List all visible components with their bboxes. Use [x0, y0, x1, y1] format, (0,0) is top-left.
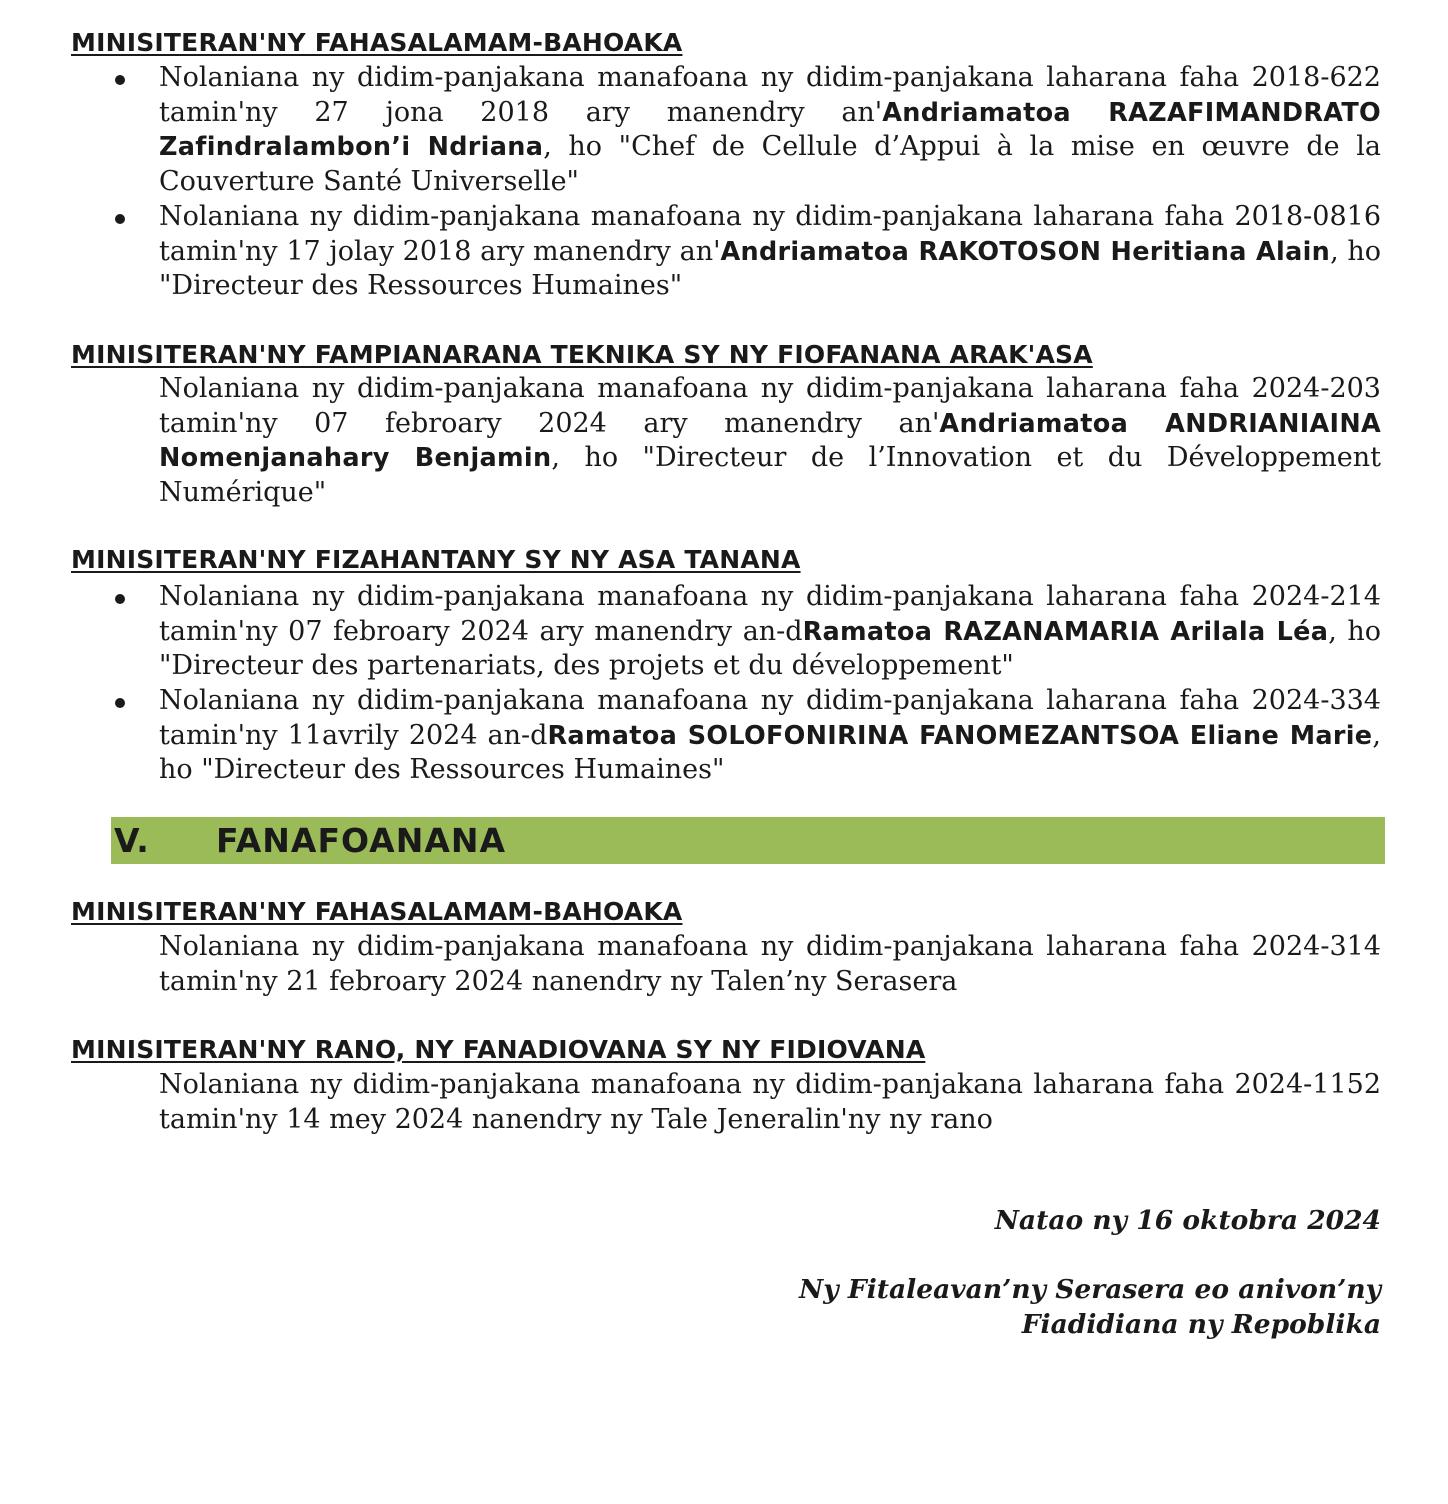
decree-paragraph: [159, 61, 1381, 200]
section-title: FANAFOANANA: [216, 821, 507, 860]
section-number: V.: [114, 821, 150, 860]
decree-role: , ho "Directeur des Ressources Humaines": [159, 719, 1381, 786]
decree-role: , ho "Chef de Cellule d’Appui à la mise en œuvre de la Couverture Santé Universelle": [159, 131, 1381, 198]
bullet-icon: [113, 592, 127, 606]
bullet-icon: [113, 212, 127, 226]
signature-line-1: Ny Fitaleavan’ny Serasera eo anivon’ny: [799, 1274, 1381, 1305]
decree-text: Nolaniana ny didim-panjakana manafoana ny didim-panjakana laharana faha 2024-334 tamin'ny 11avrily 2024 an-d: [159, 685, 1381, 751]
ministry-heading: MINISITERAN'NY FIZAHANTANY SY NY ASA TANANA: [71, 545, 801, 574]
signature-date: Natao ny 16 oktobra 2024: [994, 1205, 1381, 1236]
repeal-paragraph: Nolaniana ny didim-panjakana manafoana ny didim-panjakana laharana faha 2024-1152 tamin'ny 14 mey 2024 nanendry ny Tale Jeneralin'ny ny rano: [159, 1069, 1381, 1135]
ministry-heading: MINISITERAN'NY FAHASALAMAM-BAHOAKA: [71, 28, 683, 57]
decree-role: , ho "Directeur des partenariats, des projets et du développement": [159, 615, 1382, 682]
appointee-name: Ramatoa SOLOFONIRINA FANOMEZANTSOA Eliane Marie: [547, 720, 1373, 751]
section-v-banner: [111, 817, 1385, 864]
decree-text: Nolaniana ny didim-panjakana manafoana ny didim-panjakana laharana faha 2024-203 tamin'ny 07 febroary 2024 ary manendry an': [159, 373, 1381, 439]
decree-paragraph: [159, 580, 1381, 684]
decree-text: Nolaniana ny didim-panjakana manafoana ny didim-panjakana laharana faha 2018-622 tamin'ny 27 jona 2018 ary manendry an': [159, 62, 1381, 128]
decree-text: Nolaniana ny didim-panjakana manafoana ny didim-panjakana laharana faha 2018-0816 tamin'ny 17 jolay 2018 ary manendry an': [159, 201, 1381, 267]
signature-line-2: Fiadidiana ny Repoblika: [1021, 1309, 1381, 1340]
decree-paragraph: [159, 372, 1381, 511]
decree-role: , ho "Directeur de l’Innovation et du Développement Numérique": [159, 442, 1381, 509]
appointee-name: Andriamatoa RAKOTOSON Heritiana Alain: [720, 236, 1331, 267]
decree-paragraph: [159, 200, 1381, 304]
ministry-heading: MINISITERAN'NY FAMPIANARANA TEKNIKA SY NY FIOFANANA ARAK'ASA: [71, 340, 1093, 369]
decree-role: , ho "Directeur des Ressources Humaines": [159, 235, 1381, 302]
appointee-name: Andriamatoa ANDRIANIAINA Nomenjanahary Benjamin: [159, 408, 1382, 474]
repeal-paragraph: Nolaniana ny didim-panjakana manafoana ny didim-panjakana laharana faha 2024-314 tamin'ny 21 febroary 2024 nanendry ny Talen’ny Serasera: [159, 931, 1381, 997]
decree-text: Nolaniana ny didim-panjakana manafoana ny didim-panjakana laharana faha 2024-214 tamin'ny 07 febroary 2024 ary manendry an-d: [159, 581, 1381, 647]
appointee-name: Andriamatoa RAZAFIMANDRATO Zafindralambon’i Ndriana: [159, 97, 1381, 163]
appointee-name: Ramatoa RAZANAMARIA Arilala Léa: [802, 616, 1329, 647]
ministry-heading: MINISITERAN'NY RANO, NY FANADIOVANA SY NY FIDIOVANA: [71, 1035, 926, 1064]
decree-paragraph: [159, 684, 1381, 788]
ministry-heading: MINISITERAN'NY FAHASALAMAM-BAHOAKA: [71, 897, 683, 926]
bullet-icon: [113, 696, 127, 710]
bullet-icon: [113, 73, 127, 87]
